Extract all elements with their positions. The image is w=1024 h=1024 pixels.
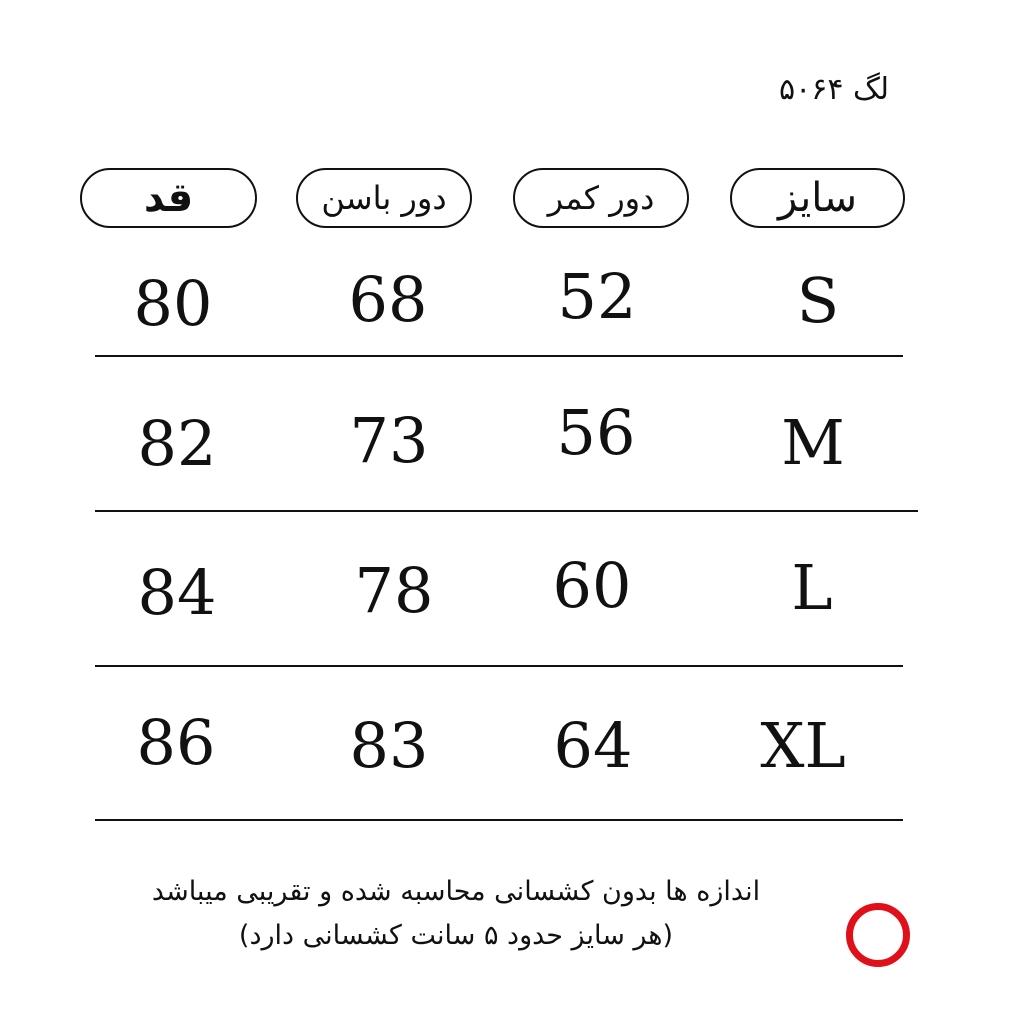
cell-size: M [781, 406, 845, 479]
cell-hip: 68 [348, 263, 428, 336]
header-hip [296, 168, 472, 228]
row-divider [95, 819, 903, 821]
header-size-label: سایز [778, 175, 857, 221]
cell-length: 86 [136, 706, 216, 779]
header-waist [513, 168, 689, 228]
cell-length: 80 [133, 267, 213, 340]
cell-size: L [791, 551, 833, 624]
row-divider [95, 510, 918, 512]
header-size [730, 168, 905, 228]
row-divider [95, 355, 903, 357]
product-title: لگ ۵۰۶۴ [779, 72, 889, 107]
cell-length: 82 [137, 407, 217, 480]
cell-hip: 73 [349, 404, 429, 477]
row-divider [95, 665, 903, 667]
cell-hip: 83 [349, 709, 429, 782]
cell-length: 84 [137, 556, 217, 629]
red-circle-icon [846, 903, 910, 967]
cell-size: XL [760, 709, 846, 782]
cell-waist: 64 [553, 709, 633, 782]
cell-size: S [796, 264, 840, 337]
measurement-note [86, 870, 826, 958]
cell-hip: 78 [354, 554, 434, 627]
header-length-label: قد [143, 175, 194, 221]
cell-waist: 56 [556, 396, 636, 469]
note-line-1: اندازه ها بدون کشسانی محاسبه شده و تقریبی میباشد [151, 876, 761, 907]
cell-waist: 60 [552, 549, 632, 622]
cell-waist: 52 [557, 260, 637, 333]
header-length [80, 168, 257, 228]
note-line-2: (هر سایز حدود ۵ سانت کشسانی دارد) [238, 920, 674, 951]
header-waist-label: دور کمر [547, 179, 655, 217]
header-hip-label: دور باسن [321, 179, 447, 217]
